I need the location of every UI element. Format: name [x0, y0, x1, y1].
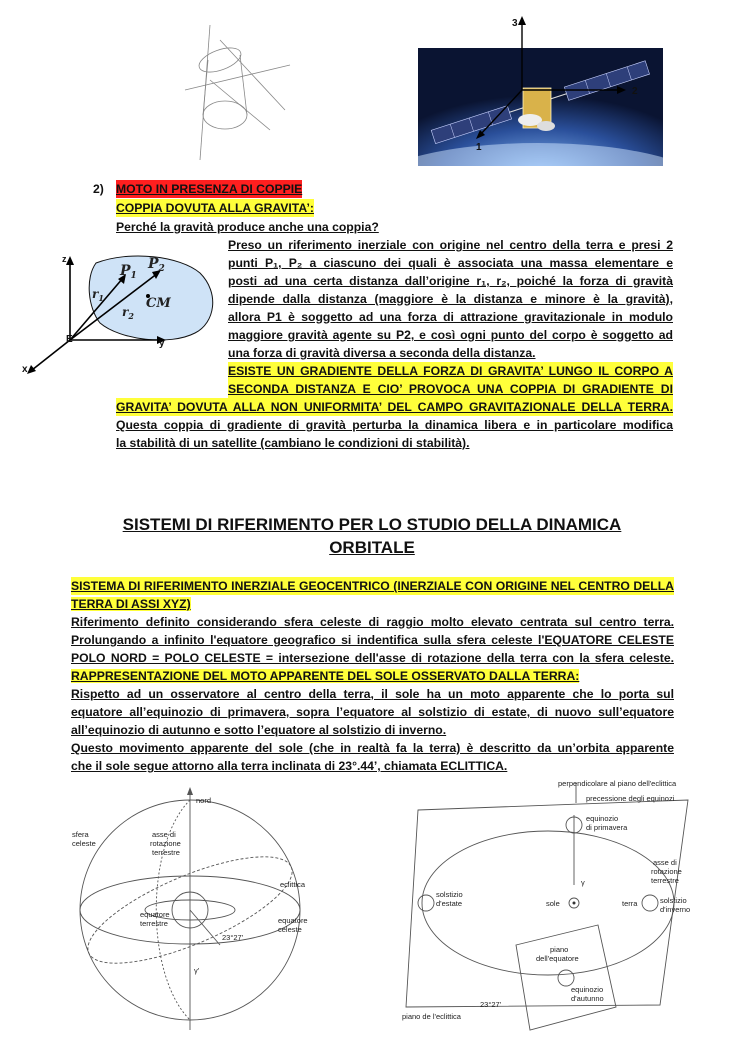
axis-y-label: y	[159, 338, 165, 349]
body-line: Riferimento definito considerando sfera celeste di raggio molto elevato centrata sul centro terra.	[71, 615, 674, 629]
axis-z-label: z	[62, 254, 67, 264]
r2-subscript: 2	[128, 311, 134, 321]
precession-label: precessione degli equinozi	[586, 794, 675, 803]
solstice-winter-label: solstizio	[660, 896, 687, 905]
highlight-line: SISTEMA DI RIFERIMENTO INERZIALE GEOCENTRICO (INERZIALE CON ORIGINE NEL CENTRO DELLA	[71, 579, 674, 593]
highlight-text: RAPPRESENTAZIONE DEL MOTO APPARENTE DEL SOLE OSSERVATO DALLA TERRA:	[71, 669, 580, 683]
angle-label: 23°27'	[222, 933, 244, 942]
p1-subscript: 1	[130, 271, 137, 281]
equinox-autumn-label-2: d'autunno	[571, 994, 604, 1003]
gamma-label: γ	[581, 878, 585, 887]
ecliptic-orbit-diagram	[398, 775, 693, 1040]
cm-label: CM	[146, 296, 171, 311]
nord-label: nord	[196, 796, 212, 805]
p2-label: P	[148, 256, 159, 272]
p1-label: P	[120, 263, 131, 279]
body-line: Prolungando a infinito l'equatore geografico si indentifica sulla sfera celeste l'EQUATORE CELESTE	[71, 633, 674, 647]
paragraph-line: maggiore gravità agente su P2, e così ogni punto del corpo è soggetto ad	[228, 328, 673, 342]
paragraph-line: allora P1 è soggetto ad una forza di attrazione gravitazionale in modulo	[228, 310, 673, 324]
body-line: Rispetto ad un osservatore al centro della terra, il sole ha un moto apparente che lo porta sul	[71, 687, 674, 701]
perpendicular-label: perpendicolare al piano dell'eclittica	[558, 779, 677, 788]
axis-2-label: 2	[632, 86, 638, 97]
axis-3-label: 3	[512, 18, 518, 29]
equator-plane-label-2: dell'equatore	[536, 954, 579, 963]
section-title	[60, 513, 684, 559]
title-line-1: SISTEMI DI RIFERIMENTO PER LO STUDIO DELLA DINAMICA	[122, 515, 622, 534]
gradient-highlight-block	[116, 362, 673, 452]
paragraph-line: una forza di gravità diversa a seconda della distanza.	[228, 346, 536, 360]
section-question: Perché la gravità produce anche una coppia?	[116, 220, 379, 234]
highlight-line: SECONDA DISTANZA E CIO’ PROVOCA UNA COPPIA DI GRADIENTE DI	[228, 382, 673, 396]
asse-label: asse di	[653, 858, 677, 867]
sfera-label: sfera	[72, 830, 89, 839]
paragraph-line: dipende dalla distanza (maggiore è la distanza e minore è la gravità),	[228, 292, 673, 306]
body-line: equatore all’equinozio di primavera, sopra l’equatore al solstizio di estate, di nuovo sull’equatore	[71, 705, 674, 719]
equator-plane-label: piano	[550, 945, 569, 954]
body-line: POLO NORD = POLO CELESTE = intersezione dell'asse di rotazione della terra con la sfera celeste.	[71, 651, 674, 665]
closing-line: Questa coppia di gradiente di gravità perturba la dinamica libera e in particolare modifica	[116, 418, 673, 432]
equatore-celeste-label: equatore	[278, 916, 308, 925]
rotazione-label: rotazione	[150, 839, 181, 848]
gravity-paragraph	[228, 236, 673, 362]
solstice-summer-label: solstizio	[436, 890, 463, 899]
title-line-2: ORBITALE	[329, 538, 415, 557]
paragraph-line: punti P₁, P₂ a ciascuno dei quali è associata una massa elementare e	[228, 256, 673, 270]
r1-subscript: 1	[98, 293, 104, 303]
paragraph-line: posti ad una certa distanza dall’origine r₁, r₂, poiché la forza di gravità	[228, 274, 673, 288]
body-line: Questo movimento apparente del sole (che in realtà fa la terra) è descritto da un’orbita apparente	[71, 741, 674, 755]
rotazione-label: rotazione	[651, 867, 682, 876]
sole-label: sole	[546, 899, 560, 908]
closing-line: la stabilità di un satellite (cambiano le condizioni di stabilità).	[116, 436, 470, 450]
asse-label: asse di	[152, 830, 176, 839]
r1-label: r	[92, 287, 99, 301]
equinox-spring-label: equinozio	[586, 814, 619, 823]
highlight-line: GRAVITA’ DOVUTA ALLA NON UNIFORMITA’ DEL CAMPO GRAVITAZIONALE DELLA TERRA.	[116, 400, 673, 414]
celeste-label: celeste	[72, 839, 96, 848]
highlight-line: ESISTE UN GRADIENTE DELLA FORZA DI GRAVITA’ LUNGO IL CORPO A	[228, 364, 673, 378]
gravity-gradient-diagram	[20, 248, 228, 378]
axis-x-label: x	[22, 364, 28, 375]
p2-subscript: 2	[158, 264, 165, 274]
solstice-winter-label-2: d'inverno	[660, 905, 691, 914]
section-subheading: COPPIA DOVUTA ALLA GRAVITA’:	[116, 201, 314, 215]
section-number: 2)	[93, 182, 104, 196]
equatore-terrestre-label: equatore	[140, 910, 170, 919]
paragraph-line: Preso un riferimento inerziale con origine nel centro della terra e presi 2	[228, 238, 673, 252]
equinox-spring-label-2: di primavera	[586, 823, 628, 832]
solstice-summer-label-2: d'estate	[436, 899, 463, 908]
origin-e-label: E	[66, 334, 73, 345]
body-line: che il sole segue attorno alla terra inclinata di 23°.44’, chiamata ECLITTICA.	[71, 759, 508, 773]
body-line: all’equinozio di autunno e sotto l’equatore al solstizio di inverno.	[71, 723, 447, 737]
gamma-label: γ'	[194, 966, 200, 975]
terra-label: terra	[622, 899, 638, 908]
terrestre-label: terrestre	[651, 876, 679, 885]
equatore-celeste-label-2: celeste	[278, 925, 302, 934]
reference-frames-text	[71, 577, 674, 775]
r2-label: r	[122, 305, 129, 319]
equatore-terrestre-label-2: terrestre	[140, 919, 168, 928]
axis-1-label: 1	[476, 142, 482, 153]
angle-label: 23°27'	[480, 1000, 502, 1009]
gyro-sketch	[180, 20, 300, 170]
equinox-autumn-label: equinozio	[571, 985, 604, 994]
highlight-line	[71, 595, 674, 613]
eclittica-label: eclittica	[280, 880, 306, 889]
celestial-sphere-diagram	[70, 785, 320, 1040]
satellite-axes	[440, 10, 650, 160]
terrestre-label: terrestre	[152, 848, 180, 857]
section-heading: MOTO IN PRESENZA DI COPPIE	[116, 182, 303, 196]
ecliptic-plane-label: piano de l'eclittica	[402, 1012, 461, 1021]
highlight-text: TERRA DI ASSI XYZ)	[71, 597, 191, 611]
highlight-line	[71, 667, 674, 685]
